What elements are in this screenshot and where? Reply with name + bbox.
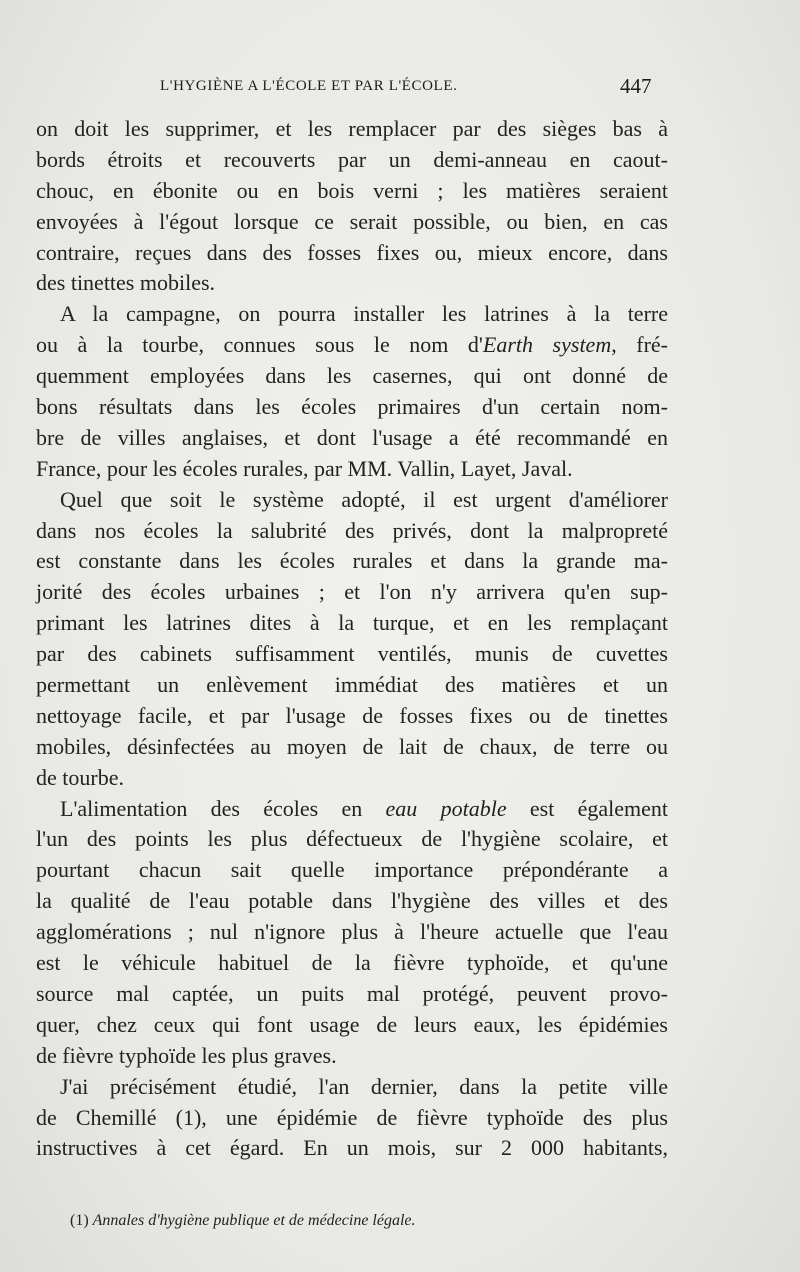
text-segment: ou à la tourbe, connues sous le nom d' <box>36 332 483 358</box>
running-head <box>0 74 800 104</box>
text-line: l'un des points les plus défectueux de l'hygiène scolaire, et <box>36 826 668 852</box>
text-line: de tourbe. <box>36 764 124 790</box>
text-line: source mal captée, un puits mal protégé, peuvent provo- <box>36 980 668 1006</box>
text-line: agglomérations ; nul n'ignore plus à l'heure actuelle que l'eau <box>36 919 668 945</box>
text-line: bons résultats dans les écoles primaires d'un certain nom- <box>36 394 668 420</box>
text-line: de Chemillé (1), une épidémie de fièvre typhoïde des plus <box>36 1104 668 1130</box>
text-line: la qualité de l'eau potable dans l'hygiène des villes et des <box>36 888 668 914</box>
text-line: envoyées à l'égout lorsque ce serait possible, ou bien, en cas <box>36 208 668 234</box>
italic-term: Earth system <box>482 332 612 358</box>
text-segment: L'alimentation des écoles en <box>60 795 386 821</box>
text-line: contraire, reçues dans des fosses fixes ou, mieux encore, dans <box>36 239 668 265</box>
page-number: 447 <box>620 74 652 98</box>
text-line: quemment employées dans les casernes, qui ont donné de <box>36 363 668 389</box>
text-line: permettant un enlèvement immédiat des matières et un <box>36 672 668 698</box>
text-segment: est également <box>506 795 668 821</box>
text-line: dans nos écoles la salubrité des privés, dont la malpropreté <box>36 517 668 543</box>
text-line: pourtant chacun sait quelle importance prépondérante a <box>36 857 668 883</box>
text-segment: , fré- <box>611 332 668 358</box>
text-line-mixed <box>36 330 668 361</box>
text-line: Quel que soit le système adopté, il est urgent d'améliorer <box>60 486 668 512</box>
text-line: bre de villes anglaises, et dont l'usage a été recommandé en <box>36 424 668 450</box>
footnote-marker: (1) <box>70 1212 89 1229</box>
text-line-mixed <box>36 794 668 825</box>
text-line: primant les latrines dites à la turque, et en les remplaçant <box>36 610 668 636</box>
running-head-title: L'HYGIÈNE A L'ÉCOLE ET PAR L'ÉCOLE. <box>160 78 458 94</box>
text-line: J'ai précisément étudié, l'an dernier, dans la petite ville <box>60 1073 668 1099</box>
italic-term: eau potable <box>385 795 507 821</box>
text-line: est constante dans les écoles rurales et dans la grande ma- <box>36 548 668 574</box>
text-line: jorité des écoles urbaines ; et l'on n'y arrivera qu'en sup- <box>36 579 668 605</box>
text-line: est le véhicule habituel de la fièvre typhoïde, et qu'une <box>36 950 668 976</box>
text-line: chouc, en ébonite ou en bois verni ; les matières seraient <box>36 177 668 203</box>
body-text <box>36 114 668 1164</box>
text-line: nettoyage facile, et par l'usage de fosses fixes ou de tinettes <box>36 702 668 728</box>
text-line: de fièvre typhoïde les plus graves. <box>36 1042 337 1068</box>
text-line: quer, chez ceux qui font usage de leurs eaux, les épidémies <box>36 1011 668 1037</box>
footnote-text: Annales d'hygiène publique et de médecine légale. <box>92 1212 416 1229</box>
text-line: par des cabinets suffisamment ventilés, munis de cuvettes <box>36 641 668 667</box>
footnote <box>70 1212 416 1230</box>
text-line: des tinettes mobiles. <box>36 270 216 296</box>
text-line: instructives à cet égard. En un mois, sur 2 000 habitants, <box>36 1135 668 1161</box>
text-line: on doit les supprimer, et les remplacer par des sièges bas à <box>36 116 668 141</box>
text-line: France, pour les écoles rurales, par MM. Vallin, Layet, Javal. <box>36 455 573 481</box>
text-line: mobiles, désinfectées au moyen de lait de chaux, de terre ou <box>36 733 668 759</box>
text-line: bords étroits et recouverts par un demi-anneau en caout- <box>36 146 668 172</box>
text-line: A la campagne, on pourra installer les latrines à la terre <box>60 301 668 327</box>
